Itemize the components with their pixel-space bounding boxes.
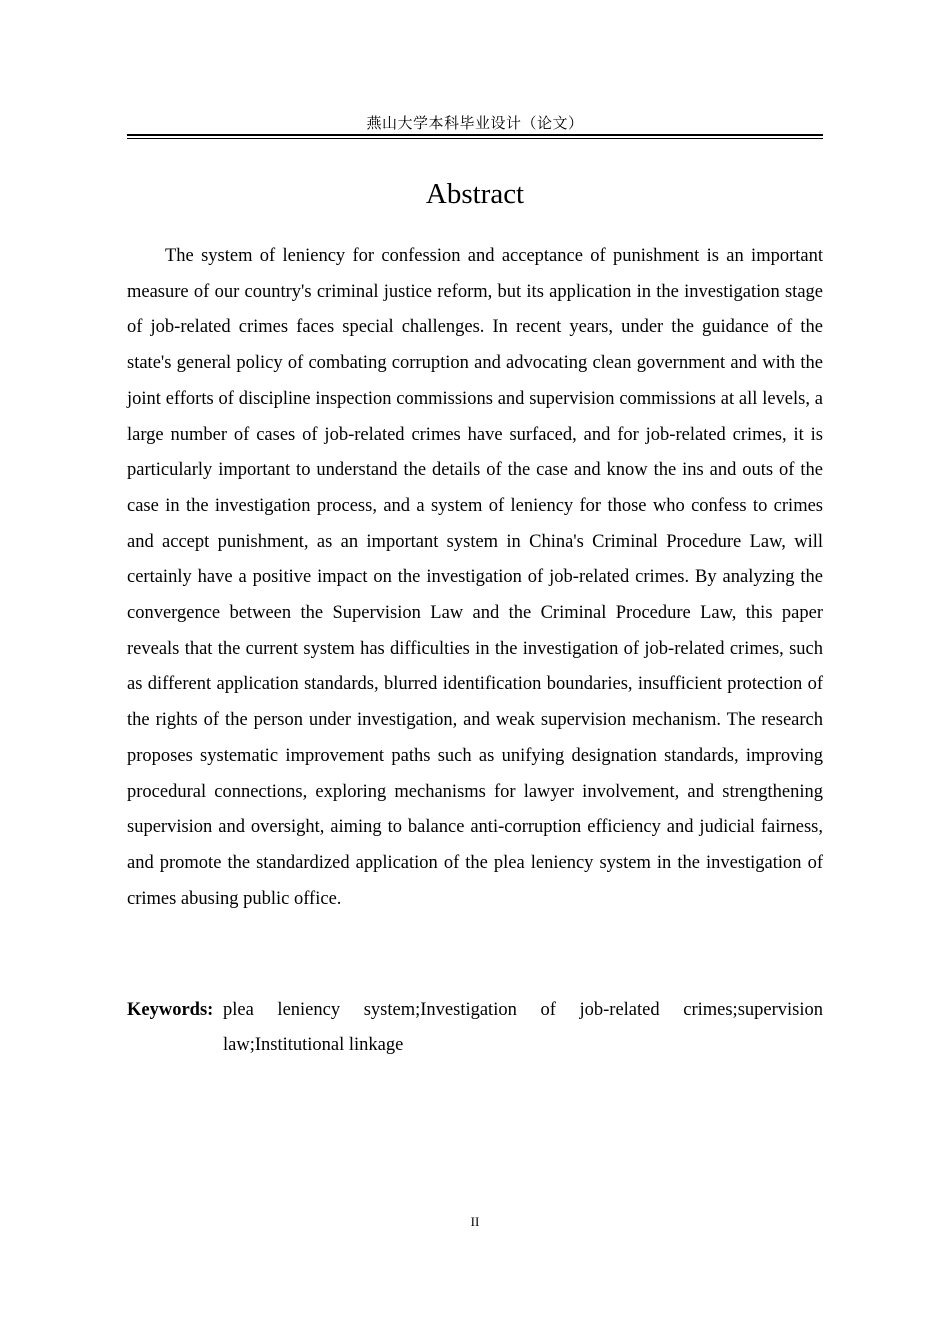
header-rule-thin [127, 138, 823, 139]
keywords-section [127, 993, 823, 1063]
abstract-body: The system of leniency for confession and acceptance of punishment is an important measure of our country's criminal justice reform, but its application in the investigation stage of job-related crimes faces special challenges. In recent years, under the guidance of the state's general policy of combating corruption and advocating clean government and with the joint efforts of discipline inspection commissions and supervision commissions at all levels, a large number of cases of job-related crimes have surfaced, and for job-related crimes, it is particularly important to understand the details of the case and know the ins and outs of the case in the investigation process, and a system of leniency for those who confess to crimes and accept punishment, as an important system in China's Criminal Procedure Law, will certainly have a positive impact on the investigation of job-related crimes. By analyzing the convergence between the Supervision Law and the Criminal Procedure Law, this paper reveals that the current system has difficulties in the investigation of job-related crimes, such as different application standards, blurred identification boundaries, insufficient protection of the rights of the person under investigation, and weak supervision mechanism. The research proposes systematic improvement paths such as unifying designation standards, improving procedural connections, exploring mechanisms for lawyer involvement, and strengthening supervision and oversight, aiming to balance anti-corruption efficiency and judicial fairness, and promote the standardized application of the plea leniency system in the investigation of crimes abusing public office. [127, 246, 823, 909]
keywords-label: Keywords: [127, 1000, 214, 1020]
keywords-text: plea leniency system;Investigation of job-related crimes;supervision law;Institutional linkage [223, 1000, 823, 1055]
running-header: 燕山大学本科毕业设计（论文） [366, 114, 584, 132]
header-rule-thick [127, 134, 823, 136]
abstract-title: Abstract [425, 178, 525, 210]
page-number: II [470, 1214, 480, 1229]
